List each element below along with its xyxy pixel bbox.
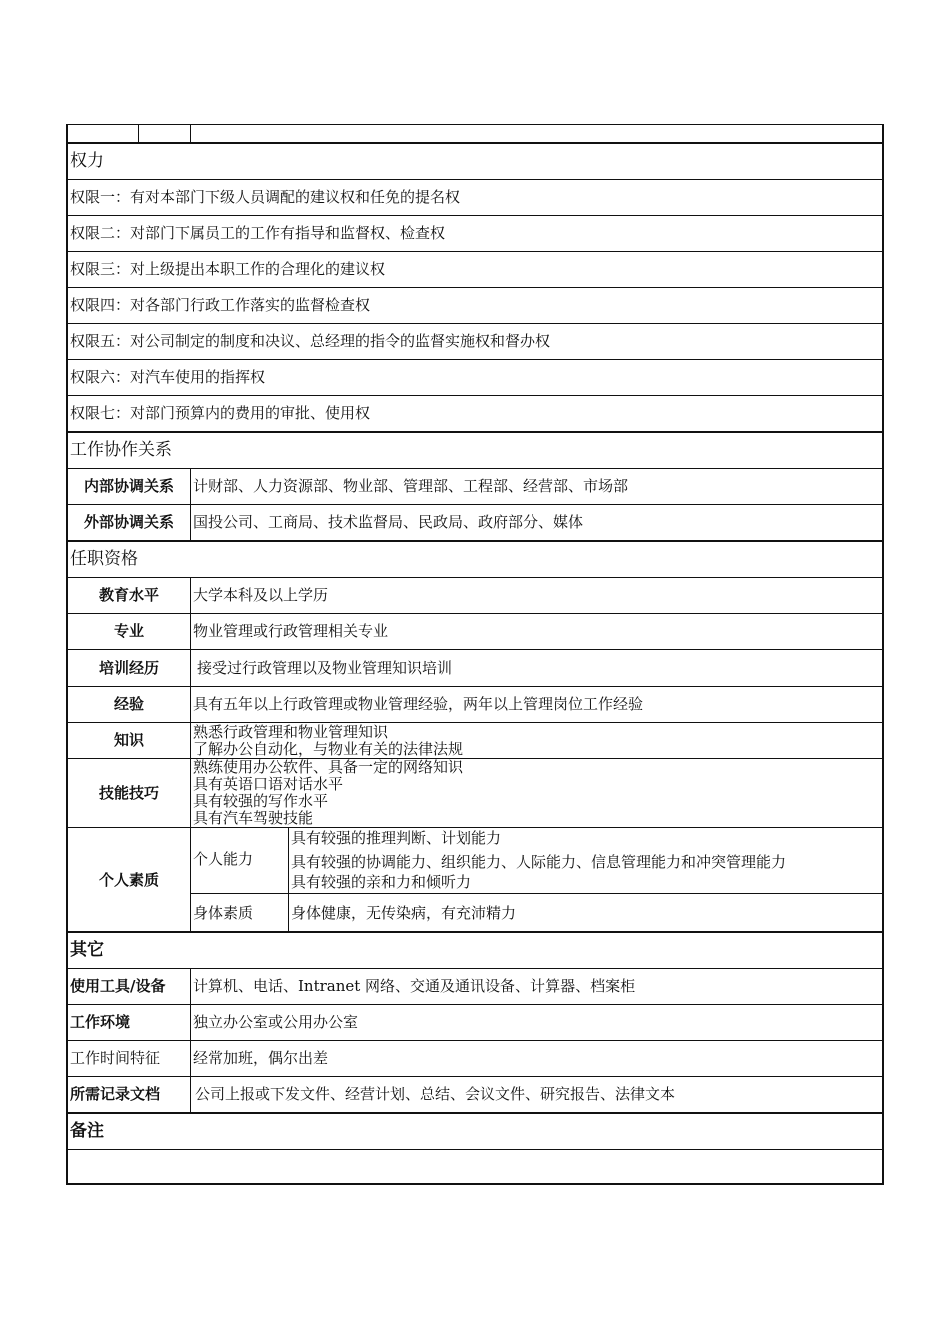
other-section-header — [68, 933, 882, 969]
tools-value: 计算机、电话、Intranet 网络、交通及通讯设备、计算器、档案柜 — [190, 969, 882, 1004]
skills-line: 熟练使用办公软件、具备一定的网络知识 — [193, 758, 464, 776]
physical-value: 身体健康，无传染病，有充沛精力 — [288, 894, 882, 933]
environment-label: 工作环境 — [70, 1013, 131, 1031]
ability-subrow — [190, 828, 882, 894]
work-time-row — [68, 1041, 882, 1077]
experience-value: 具有五年以上行政管理或物业管理经验，两年以上管理岗位工作经验 — [190, 687, 882, 722]
tools-row — [68, 969, 882, 1005]
skills-line: 具有英语口语对话水平 — [193, 775, 344, 793]
power-item: 权限四：对各部门行政工作落实的监督检查权 — [70, 296, 371, 314]
skills-line: 具有较强的写作水平 — [193, 792, 329, 810]
tools-label: 使用工具/设备 — [70, 977, 166, 995]
ability-line: 具有较强的协调能力、组织能力、人际能力、信息管理能力和冲突管理能力 — [291, 853, 787, 871]
external-coordination-label: 外部协调关系 — [83, 513, 174, 531]
power-section-header — [68, 144, 882, 180]
skills-row — [68, 759, 882, 828]
knowledge-line: 熟悉行政管理和物业管理知识 — [193, 722, 389, 741]
power-item: 权限三：对上级提出本职工作的合理化的建议权 — [70, 260, 386, 278]
qualification-section-header — [68, 542, 882, 578]
skills-label: 技能技巧 — [98, 783, 159, 802]
top-empty-cell — [190, 125, 882, 142]
documents-value: 公司上报或下发文件、经营计划、总结、会议文件、研究报告、法律文本 — [190, 1077, 882, 1112]
education-row — [68, 578, 882, 614]
power-item: 权限一：有对本部门下级人员调配的建议权和任免的提名权 — [70, 188, 461, 206]
section-title-power: 权力 — [70, 151, 104, 171]
external-coordination-value: 国投公司、工商局、技术监督局、民政局、政府部分、媒体 — [190, 505, 882, 540]
skills-value — [190, 759, 882, 827]
power-item: 权限七：对部门预算内的费用的审批、使用权 — [70, 404, 371, 422]
knowledge-value — [190, 723, 882, 758]
physical-subrow — [190, 894, 882, 933]
environment-row — [68, 1005, 882, 1041]
training-value: 接受过行政管理以及物业管理知识培训 — [190, 650, 882, 686]
section-title-other: 其它 — [70, 940, 104, 960]
power-row — [68, 180, 882, 216]
internal-coordination-label: 内部协调关系 — [83, 477, 174, 495]
ability-value — [288, 828, 882, 893]
section-title-remarks: 备注 — [70, 1121, 104, 1141]
power-row — [68, 360, 882, 396]
skills-line: 具有汽车驾驶技能 — [193, 809, 314, 827]
knowledge-line: 了解办公自动化，与物业有关的法律法规 — [193, 739, 464, 758]
remarks-section-header — [68, 1114, 882, 1150]
power-item: 权限二：对部门下属员工的工作有指导和监督权、检查权 — [70, 224, 446, 242]
training-row — [68, 650, 882, 687]
remarks-content-row — [68, 1150, 882, 1184]
power-row — [68, 396, 882, 433]
top-empty-row — [68, 125, 882, 144]
section-title-qualification: 任职资格 — [70, 549, 138, 569]
work-time-label: 工作时间特征 — [70, 1049, 161, 1067]
major-value: 物业管理或行政管理相关专业 — [190, 614, 882, 649]
major-row — [68, 614, 882, 650]
external-coordination-row — [68, 505, 882, 542]
power-item: 权限六：对汽车使用的指挥权 — [70, 368, 266, 386]
power-row — [68, 216, 882, 252]
documents-row — [68, 1077, 882, 1114]
internal-coordination-value: 计财部、人力资源部、物业部、管理部、工程部、经营部、市场部 — [190, 469, 882, 504]
job-description-table — [66, 124, 884, 1185]
power-row — [68, 288, 882, 324]
education-value: 大学本科及以上学历 — [190, 578, 882, 613]
personal-quality-label: 个人素质 — [98, 871, 159, 889]
personal-quality-block — [68, 828, 882, 933]
physical-label: 身体素质 — [193, 904, 254, 922]
top-empty-cell — [138, 125, 190, 142]
documents-label: 所需记录文档 — [70, 1085, 161, 1103]
major-label: 专业 — [113, 622, 144, 640]
knowledge-row — [68, 723, 882, 759]
power-row — [68, 324, 882, 360]
ability-line: 具有较强的亲和力和倾听力 — [291, 873, 472, 891]
power-item: 权限五：对公司制定的制度和决议、总经理的指令的监督实施权和督办权 — [70, 332, 551, 350]
internal-coordination-row — [68, 469, 882, 505]
work-time-value: 经常加班，偶尔出差 — [190, 1041, 882, 1076]
training-label: 培训经历 — [98, 658, 159, 677]
environment-value: 独立办公室或公用办公室 — [190, 1005, 882, 1040]
education-label: 教育水平 — [98, 586, 159, 604]
cooperation-section-header — [68, 433, 882, 469]
ability-label: 个人能力 — [193, 850, 254, 868]
knowledge-label: 知识 — [113, 731, 144, 749]
experience-row — [68, 687, 882, 723]
section-title-cooperation: 工作协作关系 — [70, 440, 172, 460]
power-row — [68, 252, 882, 288]
ability-line: 具有较强的推理判断、计划能力 — [291, 829, 502, 847]
experience-label: 经验 — [113, 695, 144, 713]
